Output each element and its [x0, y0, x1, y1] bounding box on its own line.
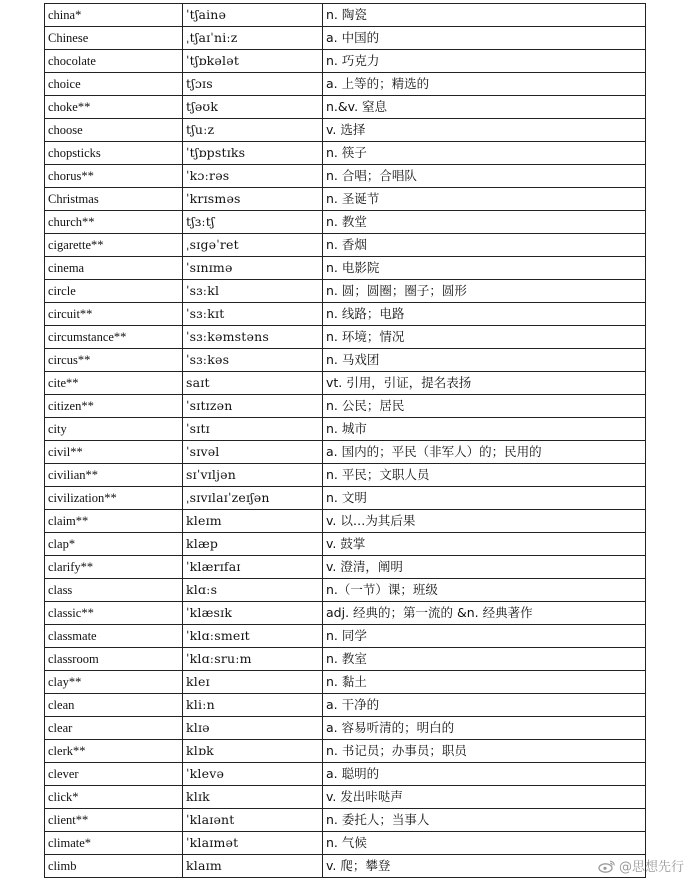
phonetic-cell: klæp — [183, 533, 323, 556]
phonetic-cell: ˌsɪgəˈret — [183, 234, 323, 257]
table-row — [45, 395, 646, 418]
vocabulary-table — [44, 3, 646, 878]
definition-cell: n. 教堂 — [323, 211, 646, 234]
table-row — [45, 50, 646, 73]
definition-cell: n. 筷子 — [323, 142, 646, 165]
table-row — [45, 487, 646, 510]
definition-cell: n. 环境；情况 — [323, 326, 646, 349]
definition-cell: n. 圣诞节 — [323, 188, 646, 211]
phonetic-cell: ˈsɪtɪ — [183, 418, 323, 441]
word-cell: clap* — [45, 533, 183, 556]
definition-cell: n. 教室 — [323, 648, 646, 671]
word-cell: chorus** — [45, 165, 183, 188]
definition-cell: n. 城市 — [323, 418, 646, 441]
definition-cell: n. 圆；圆圈；圈子；圆形 — [323, 280, 646, 303]
table-row — [45, 809, 646, 832]
word-cell: classmate — [45, 625, 183, 648]
definition-cell: v. 鼓掌 — [323, 533, 646, 556]
phonetic-cell: ˈklærɪfaɪ — [183, 556, 323, 579]
table-row — [45, 257, 646, 280]
phonetic-cell: ˈtʃɒpstɪks — [183, 142, 323, 165]
word-cell: city — [45, 418, 183, 441]
watermark — [598, 856, 684, 875]
table-row — [45, 372, 646, 395]
definition-cell: a. 国内的；平民（非军人）的；民用的 — [323, 441, 646, 464]
phonetic-cell: kliːn — [183, 694, 323, 717]
definition-cell: adj. 经典的；第一流的 &n. 经典著作 — [323, 602, 646, 625]
word-cell: class — [45, 579, 183, 602]
definition-cell: v. 澄清，阐明 — [323, 556, 646, 579]
phonetic-cell: ˈklɑːsmeɪt — [183, 625, 323, 648]
table-row — [45, 234, 646, 257]
phonetic-cell: klɒk — [183, 740, 323, 763]
phonetic-cell: ˌsɪvɪlaɪˈzeɪʃən — [183, 487, 323, 510]
phonetic-cell: ˈklaɪənt — [183, 809, 323, 832]
definition-cell: a. 容易听清的；明白的 — [323, 717, 646, 740]
definition-cell: n. 香烟 — [323, 234, 646, 257]
phonetic-cell: ˈkrɪsməs — [183, 188, 323, 211]
table-row — [45, 349, 646, 372]
word-cell: clarify** — [45, 556, 183, 579]
word-cell: circus** — [45, 349, 183, 372]
table-row — [45, 648, 646, 671]
word-cell: classroom — [45, 648, 183, 671]
definition-cell: a. 中国的 — [323, 27, 646, 50]
table-row — [45, 96, 646, 119]
phonetic-cell: ˈsɜːkl — [183, 280, 323, 303]
phonetic-cell: tʃuːz — [183, 119, 323, 142]
phonetic-cell: tʃəʊk — [183, 96, 323, 119]
phonetic-cell: klɪə — [183, 717, 323, 740]
word-cell: choose — [45, 119, 183, 142]
table-row — [45, 464, 646, 487]
definition-cell: n. 合唱；合唱队 — [323, 165, 646, 188]
table-row — [45, 211, 646, 234]
phonetic-cell: klɑːs — [183, 579, 323, 602]
table-row — [45, 188, 646, 211]
word-cell: clay** — [45, 671, 183, 694]
word-cell: claim** — [45, 510, 183, 533]
word-cell: clever — [45, 763, 183, 786]
table-row — [45, 165, 646, 188]
word-cell: citizen** — [45, 395, 183, 418]
table-row — [45, 625, 646, 648]
word-cell: clean — [45, 694, 183, 717]
word-cell: circle — [45, 280, 183, 303]
phonetic-cell: ˈsɪnɪmə — [183, 257, 323, 280]
table-row — [45, 303, 646, 326]
word-cell: choice — [45, 73, 183, 96]
phonetic-cell: ˌtʃaɪˈniːz — [183, 27, 323, 50]
table-row — [45, 510, 646, 533]
phonetic-cell: ˈsɜːkɪt — [183, 303, 323, 326]
table-row — [45, 763, 646, 786]
table-row — [45, 119, 646, 142]
word-cell: cigarette** — [45, 234, 183, 257]
definition-cell: n. 陶瓷 — [323, 4, 646, 27]
phonetic-cell: ˈtʃainə — [183, 4, 323, 27]
vocabulary-table-body — [45, 4, 646, 878]
phonetic-cell: saɪt — [183, 372, 323, 395]
phonetic-cell: ˈklɑːsruːm — [183, 648, 323, 671]
word-cell: click* — [45, 786, 183, 809]
table-row — [45, 533, 646, 556]
table-row — [45, 671, 646, 694]
table-row — [45, 142, 646, 165]
table-row — [45, 832, 646, 855]
definition-cell: n. 委托人；当事人 — [323, 809, 646, 832]
word-cell: classic** — [45, 602, 183, 625]
definition-cell: n. 平民；文职人员 — [323, 464, 646, 487]
definition-cell: n. 公民；居民 — [323, 395, 646, 418]
definition-cell: n. 气候 — [323, 832, 646, 855]
word-cell: Chinese — [45, 27, 183, 50]
word-cell: circuit** — [45, 303, 183, 326]
word-cell: civilian** — [45, 464, 183, 487]
definition-cell: n. 巧克力 — [323, 50, 646, 73]
word-cell: china* — [45, 4, 183, 27]
table-row — [45, 579, 646, 602]
definition-cell: v. 选择 — [323, 119, 646, 142]
word-cell: clear — [45, 717, 183, 740]
table-row — [45, 786, 646, 809]
word-cell: civilization** — [45, 487, 183, 510]
phonetic-cell: ˈtʃɒkələt — [183, 50, 323, 73]
phonetic-cell: ˈkɔːrəs — [183, 165, 323, 188]
phonetic-cell: kleɪ — [183, 671, 323, 694]
definition-cell: v. 爬；攀登 — [323, 855, 646, 878]
word-cell: climb — [45, 855, 183, 878]
table-row — [45, 280, 646, 303]
definition-cell: a. 聪明的 — [323, 763, 646, 786]
phonetic-cell: ˈklevə — [183, 763, 323, 786]
definition-cell: a. 干净的 — [323, 694, 646, 717]
phonetic-cell: ˈsɪvəl — [183, 441, 323, 464]
table-row — [45, 556, 646, 579]
definition-cell: n. 书记员；办事员；职员 — [323, 740, 646, 763]
phonetic-cell: tʃɔɪs — [183, 73, 323, 96]
phonetic-cell: ˈklaɪmət — [183, 832, 323, 855]
table-row — [45, 694, 646, 717]
word-cell: church** — [45, 211, 183, 234]
word-cell: client** — [45, 809, 183, 832]
table-row — [45, 855, 646, 878]
phonetic-cell: sɪˈvɪljən — [183, 464, 323, 487]
definition-cell: n. 同学 — [323, 625, 646, 648]
word-cell: civil** — [45, 441, 183, 464]
phonetic-cell: ˈsɜːkəmstəns — [183, 326, 323, 349]
phonetic-cell: kleɪm — [183, 510, 323, 533]
watermark-text: @思想先行 — [618, 860, 684, 875]
definition-cell: n. 线路；电路 — [323, 303, 646, 326]
word-cell: clerk** — [45, 740, 183, 763]
table-row — [45, 740, 646, 763]
word-cell: choke** — [45, 96, 183, 119]
word-cell: chocolate — [45, 50, 183, 73]
table-row — [45, 4, 646, 27]
word-cell: chopsticks — [45, 142, 183, 165]
table-row — [45, 326, 646, 349]
word-cell: cinema — [45, 257, 183, 280]
word-cell: climate* — [45, 832, 183, 855]
table-row — [45, 602, 646, 625]
word-cell: cite** — [45, 372, 183, 395]
definition-cell: n. 马戏团 — [323, 349, 646, 372]
phonetic-cell: klaɪm — [183, 855, 323, 878]
weibo-icon — [598, 859, 616, 873]
definition-cell: a. 上等的；精选的 — [323, 73, 646, 96]
word-cell: Christmas — [45, 188, 183, 211]
table-row — [45, 418, 646, 441]
phonetic-cell: ˈklæsɪk — [183, 602, 323, 625]
definition-cell: n. 电影院 — [323, 257, 646, 280]
table-row — [45, 441, 646, 464]
definition-cell: n. 黏土 — [323, 671, 646, 694]
phonetic-cell: klɪk — [183, 786, 323, 809]
definition-cell: v. 以…为其后果 — [323, 510, 646, 533]
table-row — [45, 717, 646, 740]
definition-cell: n. 文明 — [323, 487, 646, 510]
definition-cell: vt. 引用，引证，提名表扬 — [323, 372, 646, 395]
phonetic-cell: tʃɜːtʃ — [183, 211, 323, 234]
word-cell: circumstance** — [45, 326, 183, 349]
table-row — [45, 73, 646, 96]
definition-cell: v. 发出咔哒声 — [323, 786, 646, 809]
phonetic-cell: ˈsɪtɪzən — [183, 395, 323, 418]
definition-cell: n.&v. 窒息 — [323, 96, 646, 119]
table-row — [45, 27, 646, 50]
definition-cell: n.（一节）课；班级 — [323, 579, 646, 602]
phonetic-cell: ˈsɜːkəs — [183, 349, 323, 372]
